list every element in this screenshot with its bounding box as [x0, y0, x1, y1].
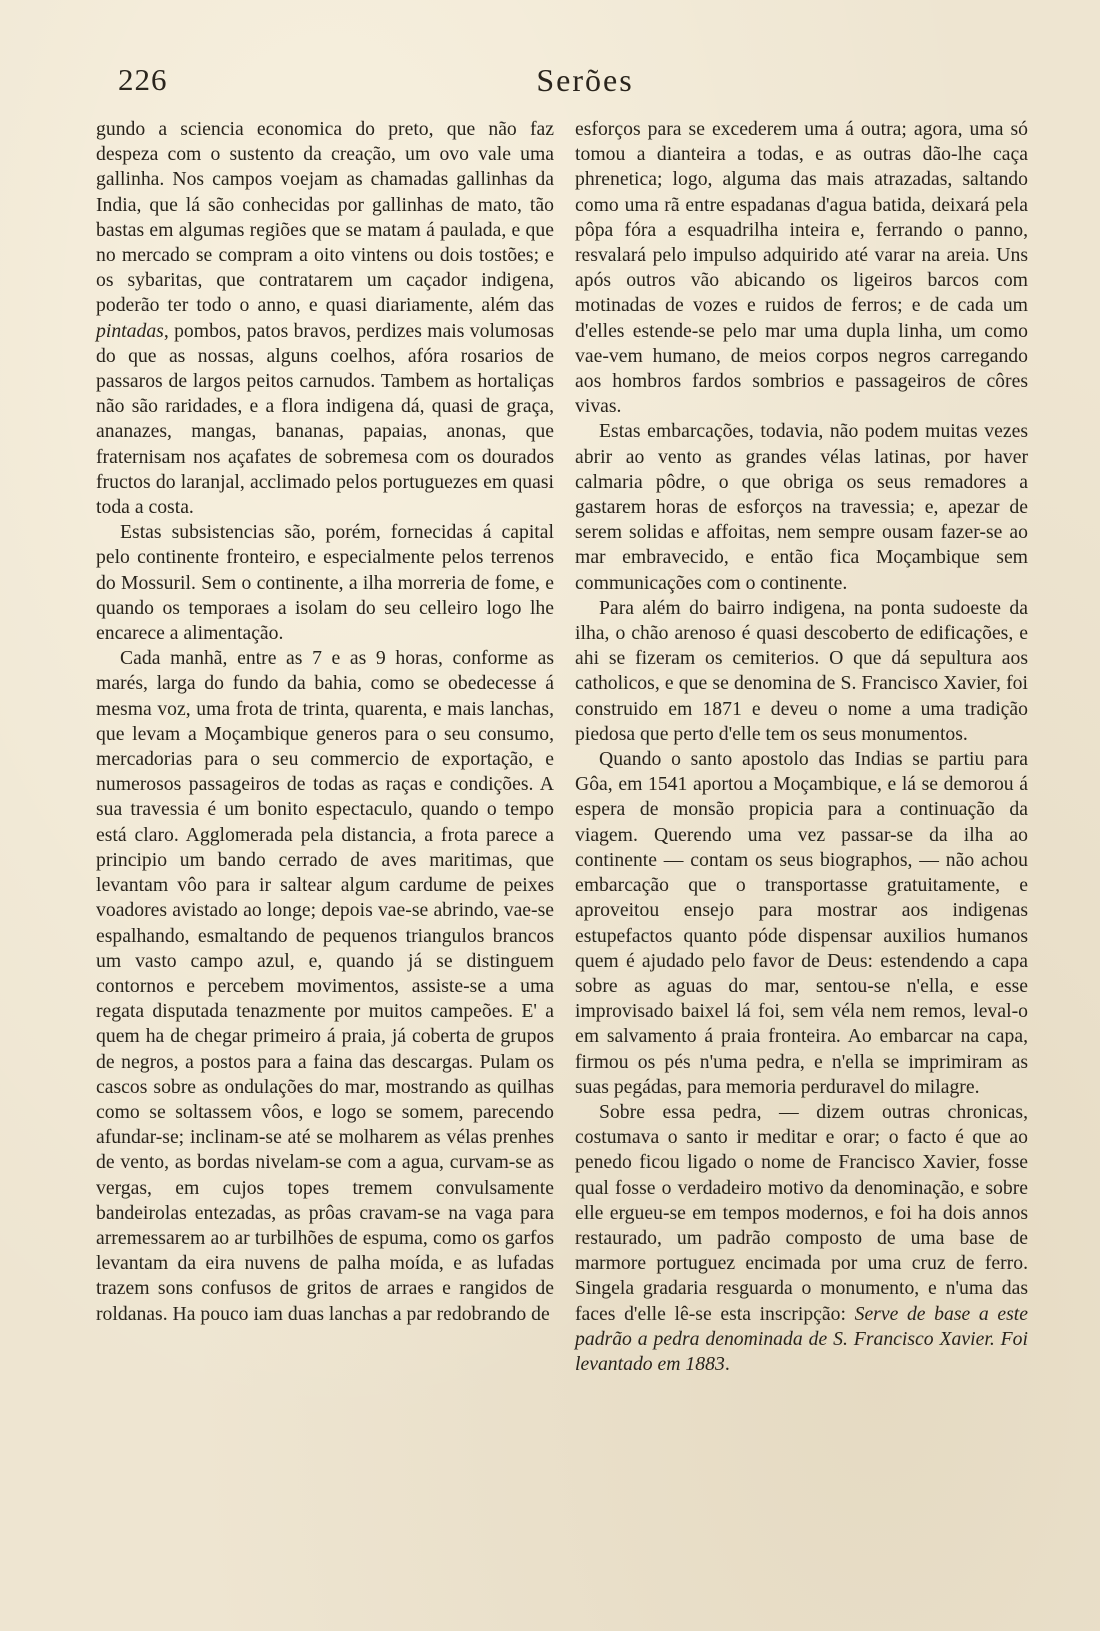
paragraph [575, 1100, 1028, 1377]
inscription-text: Serve de base a este padrão a pedra denominada de S. Francisco Xavier. Foi levantado em 1883 [575, 1302, 1028, 1375]
running-head [0, 62, 1100, 102]
italic-word: pintadas [96, 319, 164, 342]
paragraph: Estas subsistencias são, porém, fornecidas á capital pelo continente fronteiro, e especialmente pelos terrenos do Mossuril. Sem o continente, a ilha morreria de fome, e quando os temporaes a isolam do seu celleiro logo lhe encarece a alimentação. [96, 521, 554, 645]
paragraph: esforços para se excederem uma á outra; agora, uma só tomou a dianteira a todas, e as outras dão-lhe caça phrenetica; logo, alguma das mais atrazadas, saltando como uma rã entre espadanas d'agua batida, deixará pela pôpa fóra a esquadrilha inteira e, ferrando o panno, resvalará pelo impulso adquirido até varar na areia. Uns após outros vão abicando os ligeiros barcos com motinadas de vozes e ruidos de ferros; e de cada um d'elles estende-se pelo mar uma dupla linha, um como vae-vem humano, de meios corpos negros carregando aos hombros fardos sombrios e passageiros de côres vivas. [575, 118, 1028, 418]
paragraph [96, 117, 554, 520]
paragraph: Estas embarcações, todavia, não podem muitas vezes abrir ao vento as grandes vélas latinas, por haver calmaria pôdre, o que obriga os seus remadores a gastarem horas de esforços na travessia; e, apezar de serem solidas e affoitas, nem sempre ousam fazer-se ao mar embravecido, e então fica Moçambique sem communicações com o continente. [575, 420, 1028, 594]
paragraph-text: . [724, 1352, 730, 1375]
paragraph-text: Sobre essa pedra, — dizem outras chronicas, costumava o santo ir meditar e orar; o facto é que ao penedo ficou ligado o nome de Francisco Xavier, fosse qual fosse o verdadeiro motivo da denominação, e sobre elle ergueu-se em tempos modernos, e foi ha dois annos restaurado, um padrão composto de uma base de marmore portuguez encimada por uma cruz de ferro. Singela gradaria resguarda o monumento, e n'uma das faces d'elle lê-se esta inscripção: [575, 1100, 1028, 1325]
paragraph: Para além do bairro indigena, na ponta sudoeste da ilha, o chão arenoso é quasi descoberto de edificações, e ahi se fizeram os cemiterios. O que dá sepultura aos catholicos, e que se denomina de S. Francisco Xavier, foi construido em 1871 e deveu o nome a uma tradição piedosa que perto d'elle tem os seus monumentos. [575, 596, 1028, 745]
right-text-column [575, 117, 1028, 1377]
paragraph-text: , pombos, patos bravos, perdizes mais volumosas do que as nossas, alguns coelhos, afóra rosarios de passaros de largos peitos carnudos. Tambem as hortaliças não são raridades, e a flora indigena dá, quasi de graça, ananazes, mangas, bananas, papaias, anonas, que fraternisam nos açafates de sobremesa com os dourados fructos do laranjal, acclimado pelos portuguezes em quasi toda a costa. [96, 319, 554, 519]
journal-title: Serões [536, 62, 634, 98]
paragraph-text: gundo a sciencia economica do preto, que não faz despeza com o sustento da creação, um ovo vale uma gallinha. Nos campos voejam as chamadas gallinhas da India, que lá são conhecidas por gallinhas de mato, tão bastas em algumas regiões que se matam á paulada, e que no mercado se compram a oito vintens ou dois tostões; e os sybaritas, que contratarem um caçador indigena, poderão ter todo o anno, e quasi diariamente, além das [96, 118, 554, 317]
page-number: 226 [118, 62, 168, 97]
left-text-column [96, 117, 554, 1327]
paragraph: Cada manhã, entre as 7 e as 9 horas, conforme as marés, larga do fundo da bahia, como se obedecesse á mesma voz, uma frota de trinta, quarenta, e mais lanchas, que levam a Moçambique generos para o seu consumo, mercadorias para o seu commercio de exportação, e numerosos passageiros de todas as raças e condições. A sua travessia é um bonito espectaculo, quando o tempo está claro. Agglomerada pela distancia, a frota parece a principio um bando cerrado de aves maritimas, que levantam vôo para ir saltear algum cardume de peixes voadores avistado ao longe; depois vae-se abrindo, vae-se espalhando, esmaltando de pequenos triangulos brancos um vasto campo azul, e, quando já se distinguem contornos e percebem movimentos, assiste-se a uma regata disputada tenazmente por muitos campeões. E' a quem ha de chegar primeiro á praia, já coberta de grupos de negros, a postos para a faina das descargas. Pulam os cascos sobre as ondulações do mar, mostrando as quilhas como se soltassem vôos, e logo se somem, parecendo afundar-se; inclinam-se até se molharem as vélas prenhes de vento, as bordas nivelam-se com a agua, curvam-se as vergas, em cujos topes tremem convulsamente bandeirolas entezadas, as prôas cravam-se na vaga para arremessarem ao ar turbilhões de espuma, como os garfos levantam da eira nuvens de palha moída, e as lufadas trazem sons confusos de gritos de arraes e rangidos de roldanas. Ha pouco iam duas lanchas a par redobrando de [96, 647, 554, 1325]
paragraph: Quando o santo apostolo das Indias se partiu para Gôa, em 1541 aportou a Moçambique, e lá se demorou á espera de monsão propicia para a continuação da viagem. Querendo uma vez passar-se da ilha ao continente — contam os seus biographos, — não achou embarcação que o transportasse gratuitamente, e aproveitou ensejo para mostrar aos indigenas estupefactos quanto póde dispensar auxilios humanos quem é ajudado pelo favor de Deus: estendendo a capa sobre as aguas do mar, sentou-se n'ella, e esse improvisado baixel lá foi, sem véla nem remos, leval-o em salvamento á praia fronteira. Ao embarcar na capa, firmou os pés n'uma pedra, e n'ella se imprimiram as suas pegádas, para memoria perduravel do milagre. [575, 748, 1028, 1098]
